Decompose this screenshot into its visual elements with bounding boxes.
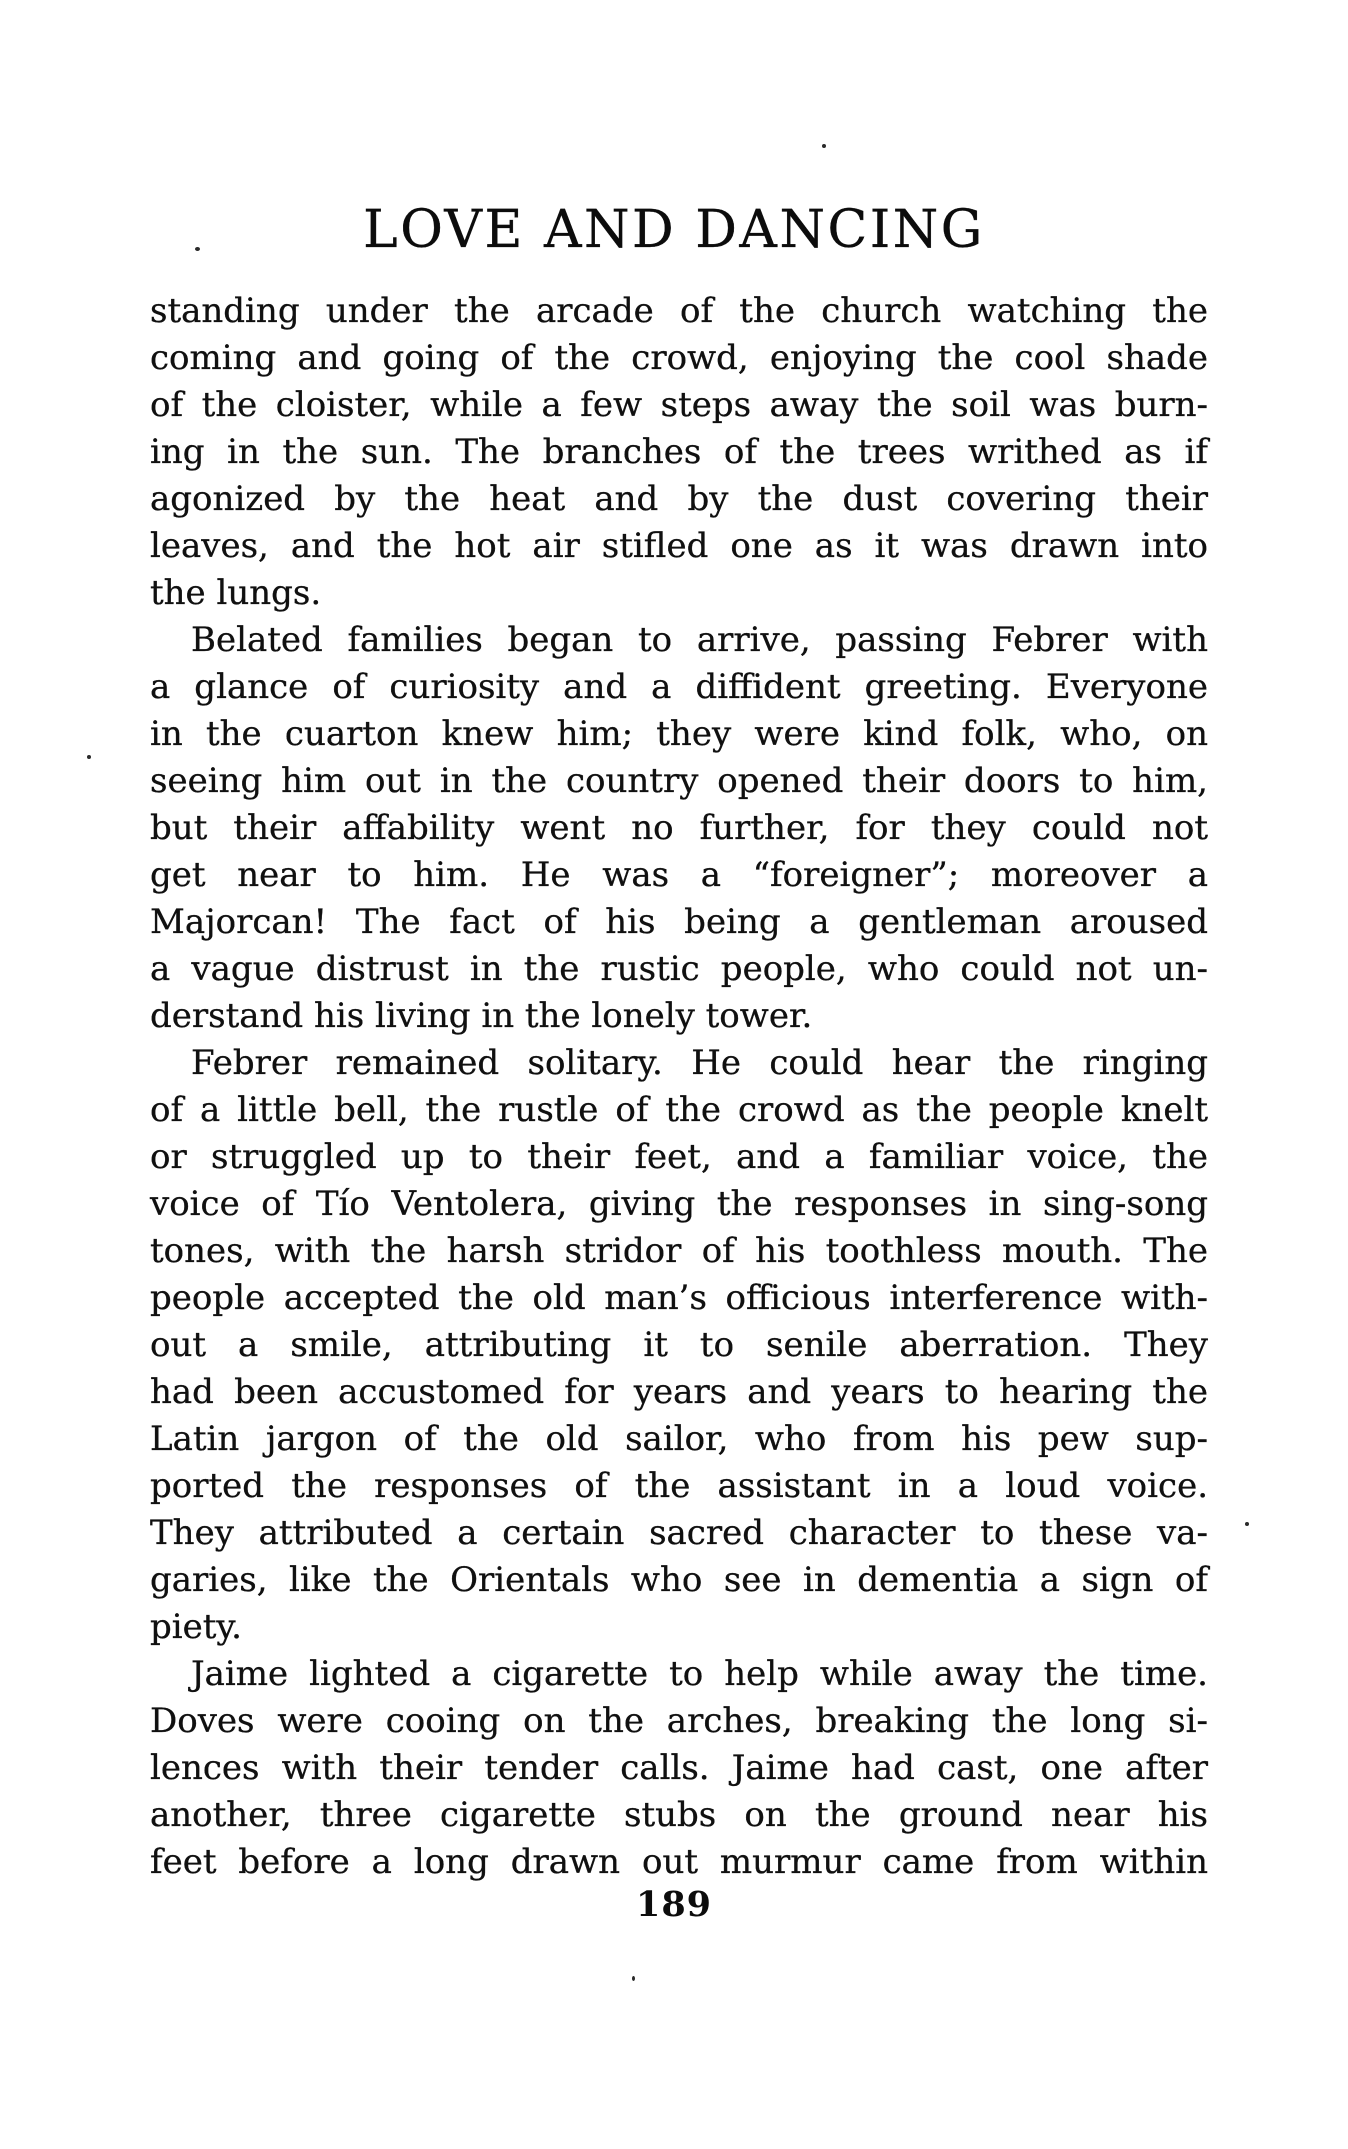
text-line: in the cuarton knew him; they were kind folk, who, on	[150, 714, 1208, 754]
text-line: coming and going of the crowd, enjoying the cool shade	[150, 338, 1208, 378]
text-line: Latin jargon of the old sailor, who from his pew sup-	[150, 1419, 1208, 1459]
text-line: piety.	[150, 1607, 242, 1647]
text-line: out a smile, attributing it to senile aberration. They	[150, 1325, 1208, 1365]
text-line: seeing him out in the country opened their doors to him,	[150, 761, 1208, 801]
scan-speck	[632, 1976, 635, 1981]
text-line: garies, like the Orientals who see in dementia a sign of	[150, 1560, 1208, 1600]
text-line: lences with their tender calls. Jaime had cast, one after	[150, 1748, 1208, 1788]
scan-speck	[1245, 1522, 1249, 1526]
text-line: people accepted the old man’s officious interference with-	[150, 1278, 1208, 1318]
text-line: leaves, and the hot air stifled one as it was drawn into	[150, 526, 1208, 566]
text-line: had been accustomed for years and years to hearing the	[150, 1372, 1208, 1412]
text-block	[150, 288, 1208, 1886]
text-line: Febrer remained solitary. He could hear the ringing	[191, 1043, 1208, 1083]
text-line: but their affability went no further, for they could not	[150, 808, 1208, 848]
text-line: get near to him. He was a “foreigner”; moreover a	[150, 855, 1208, 895]
text-line: feet before a long drawn out murmur came from within	[150, 1842, 1208, 1882]
text-line: Doves were cooing on the arches, breaking the long si-	[150, 1701, 1208, 1741]
text-line: of a little bell, the rustle of the crowd as the people knelt	[150, 1090, 1208, 1130]
scan-speck	[195, 247, 200, 251]
text-line: derstand his living in the lonely tower.	[150, 996, 813, 1036]
text-line: a glance of curiosity and a diffident greeting. Everyone	[150, 667, 1208, 707]
text-line: agonized by the heat and by the dust covering their	[150, 479, 1208, 519]
page-title: LOVE AND DANCING	[363, 200, 985, 260]
text-line: standing under the arcade of the church watching the	[150, 291, 1208, 331]
page-number: 189	[635, 1884, 713, 1925]
scan-speck	[87, 755, 91, 759]
text-line: They attributed a certain sacred character to these va-	[150, 1513, 1208, 1553]
text-line: the lungs.	[150, 573, 322, 613]
text-line: or struggled up to their feet, and a familiar voice, the	[150, 1137, 1208, 1177]
text-line: of the cloister, while a few steps away the soil was burn-	[150, 385, 1208, 425]
text-line: tones, with the harsh stridor of his toothless mouth. The	[150, 1231, 1208, 1271]
scan-speck	[822, 144, 826, 148]
text-line: Belated families began to arrive, passing Febrer with	[191, 620, 1208, 660]
text-line: voice of Tío Ventolera, giving the responses in sing-song	[150, 1184, 1208, 1224]
text-line: Jaime lighted a cigarette to help while away the time.	[191, 1654, 1208, 1694]
text-line: ing in the sun. The branches of the trees writhed as if	[150, 432, 1208, 472]
text-line: ported the responses of the assistant in a loud voice.	[150, 1466, 1208, 1506]
text-line: Majorcan! The fact of his being a gentleman aroused	[150, 902, 1208, 942]
text-line: a vague distrust in the rustic people, who could not un-	[150, 949, 1208, 989]
text-line: another, three cigarette stubs on the ground near his	[150, 1795, 1208, 1835]
